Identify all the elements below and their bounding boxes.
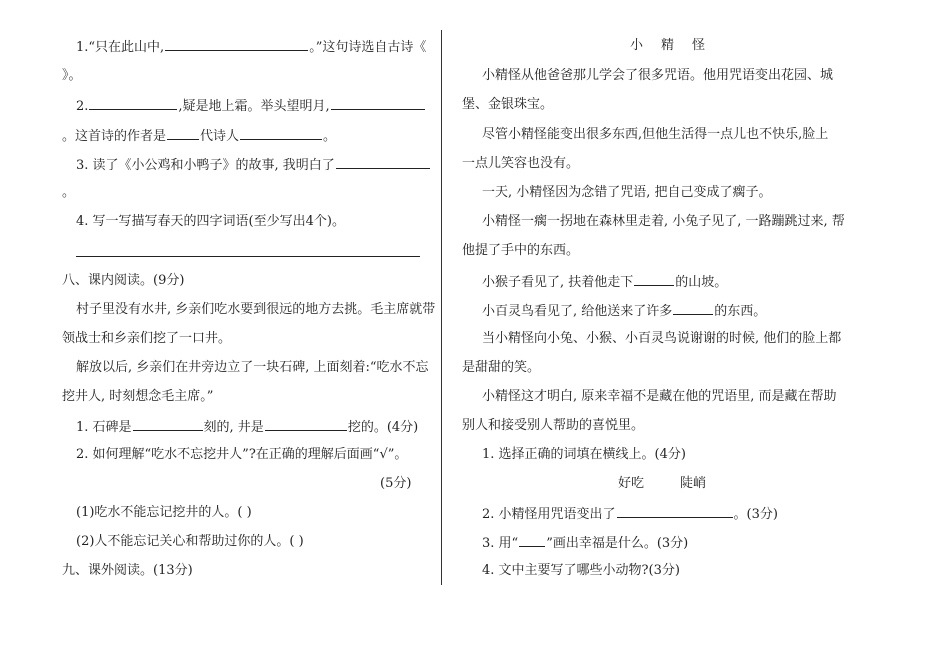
story-q3-a: 3. 用“ [482, 536, 519, 551]
story-s6b: 的东西。 [714, 304, 767, 319]
story-line-3 [482, 126, 828, 144]
story-title [630, 37, 723, 55]
story-q2-blank[interactable] [617, 504, 733, 518]
passage-8-p2b: 挖井人, 时刻想念毛主席。” [62, 389, 214, 404]
left-q3-line-2 [62, 184, 75, 202]
story-blank-2[interactable] [673, 301, 713, 315]
story-line-7 [462, 242, 579, 260]
passage-8-line-1 [76, 301, 435, 319]
story-s6a: 小百灵鸟看见了, 给他送来了许多 [482, 304, 673, 319]
story-s2a: 尽管小精怪能变出很多东西,但他生活得一点儿也不快乐,脸上 [482, 127, 829, 142]
reading-q2-line [76, 446, 407, 464]
story-s1b: 堡、金银珠宝。 [462, 97, 554, 112]
left-q3-line [76, 155, 431, 175]
section-9-text: 九、课外阅读。(13分) [62, 563, 193, 578]
word-choice-1-text: 好吃 [618, 476, 645, 491]
story-line-12 [482, 388, 837, 406]
q2-text-c: 。这首诗的作者是 [62, 129, 167, 144]
passage-8-p2a: 解放以后, 乡亲们在井旁边立了一块石碑, 上面刻着:“吃水不忘 [76, 360, 429, 375]
story-line-1 [482, 67, 833, 85]
story-q3-b: ”画出幸福是什么。(3分) [546, 536, 689, 551]
left-q1-line-2 [62, 67, 82, 85]
story-line-9 [482, 301, 766, 321]
story-line-13 [462, 417, 644, 435]
q2-text-e: 。 [323, 129, 337, 144]
story-s4a: 小精怪一瘸一拐地在森林里走着, 小兔子见了, 一路蹦跳过来, 帮 [482, 214, 845, 229]
reading-q2-option-2[interactable] [76, 533, 304, 551]
story-q1-text: 1. 选择正确的词填在横线上。(4分) [482, 447, 686, 462]
option-1-text: (1)吃水不能忘记挖井的人。( ) [76, 505, 252, 520]
story-line-6 [482, 213, 845, 231]
story-line-5 [482, 184, 772, 202]
word-choice-2-text: 陡峭 [680, 476, 707, 491]
section-9-heading [62, 562, 193, 580]
word-choice-1[interactable] [618, 475, 644, 493]
q3-text-b: 。 [62, 185, 76, 200]
story-s8b: 别人和接受别人帮助的喜悦里。 [462, 418, 645, 433]
reading-q1-a: 1. 石碑是 [76, 420, 132, 435]
story-q2-b: 。(3分) [733, 507, 778, 522]
section-8-text: 八、课内阅读。(9分) [62, 273, 185, 288]
story-line-2 [462, 96, 553, 114]
q2-blank-1[interactable] [89, 96, 177, 110]
word-choice-2[interactable] [680, 475, 706, 493]
story-q2-a: 2. 小精怪用咒语变出了 [482, 507, 616, 522]
story-s7b: 是甜甜的笑。 [462, 360, 541, 375]
story-line-10 [482, 330, 841, 348]
passage-8-line-4 [62, 388, 213, 406]
q1-text-b: 。”这句诗选自古诗《 [309, 40, 427, 55]
story-line-11 [462, 359, 540, 377]
passage-8-line-3 [76, 359, 429, 377]
story-s8a: 小精怪这才明白, 原来幸福不是藏在他的咒语里, 而是藏在帮助 [482, 389, 837, 404]
left-q2-line [76, 96, 426, 116]
reading-q1-blank-1[interactable] [133, 417, 203, 431]
passage-8-line-2 [62, 330, 231, 348]
q2-text-d: 代诗人 [200, 129, 240, 144]
q1-text-a: 1.“只在此山中, [76, 40, 165, 55]
story-q3-blank[interactable] [519, 533, 545, 547]
reading-q1-b: 刻的, 井是 [203, 420, 264, 435]
q3-blank[interactable] [336, 155, 430, 169]
q3-text-a: 3. 读了《小公鸡和小鸭子》的故事, 我明白了 [76, 158, 335, 173]
story-s5a: 小猴子看见了, 扶着他走下 [482, 275, 634, 290]
left-q4-line [76, 213, 345, 231]
story-title-text: 小精怪 [630, 38, 724, 53]
reading-q1-blank-2[interactable] [265, 417, 347, 431]
reading-q1-line [76, 417, 418, 437]
section-8-heading [62, 272, 184, 290]
q2-text-a: 2. [76, 99, 89, 114]
q4-answer-line[interactable] [76, 256, 420, 257]
q4-text: 4. 写一写描写春天的四字词语(至少写出4个)。 [76, 214, 345, 229]
passage-8-p1a: 村子里没有水井, 乡亲们吃水要到很远的地方去挑。毛主席就带 [76, 302, 436, 317]
story-s4b: 他提了手中的东西。 [462, 243, 580, 258]
story-line-8 [482, 272, 727, 292]
left-q1-line [76, 37, 426, 57]
q1-blank-1[interactable] [165, 37, 308, 51]
q2-text-b: ,疑是地上霜。举头望明月, [178, 99, 330, 114]
option-2-text: (2)人不能忘记关心和帮助过你的人。( ) [76, 534, 304, 549]
story-s2b: 一点儿笑容也没有。 [462, 156, 580, 171]
column-divider [441, 30, 442, 585]
story-q4-line [482, 562, 680, 580]
story-line-4 [462, 155, 579, 173]
q1-text-c: 》。 [62, 68, 82, 83]
story-q4-text: 4. 文中主要写了哪些小动物?(3分) [482, 563, 680, 578]
q2-blank-3[interactable] [167, 126, 199, 140]
story-s1a: 小精怪从他爸爸那儿学会了很多咒语。他用咒语变出花园、城 [482, 68, 834, 83]
reading-q2-score-text: (5分) [380, 476, 412, 491]
reading-q2-option-1[interactable] [76, 504, 252, 522]
story-s3: 一天, 小精怪因为念错了咒语, 把自己变成了瘸子。 [482, 185, 772, 200]
story-s5b: 的山坡。 [675, 275, 728, 290]
story-q2-line [482, 504, 778, 524]
reading-q1-c: 挖的。(4分) [347, 420, 419, 435]
passage-8-p1b: 领战士和乡亲们挖了一口井。 [62, 331, 232, 346]
story-blank-1[interactable] [634, 272, 674, 286]
q2-blank-4[interactable] [240, 126, 322, 140]
q2-blank-2[interactable] [331, 96, 425, 110]
left-q2-line-2 [62, 126, 336, 146]
reading-q2-text: 2. 如何理解“吃水不忘挖井人”?在正确的理解后面画“√”。 [76, 447, 408, 462]
story-q3-line [482, 533, 688, 553]
story-q1-line [482, 446, 686, 464]
story-s7a: 当小精怪向小兔、小猴、小百灵鸟说谢谢的时候, 他们的脸上都 [482, 331, 842, 346]
reading-q2-score [380, 475, 411, 493]
